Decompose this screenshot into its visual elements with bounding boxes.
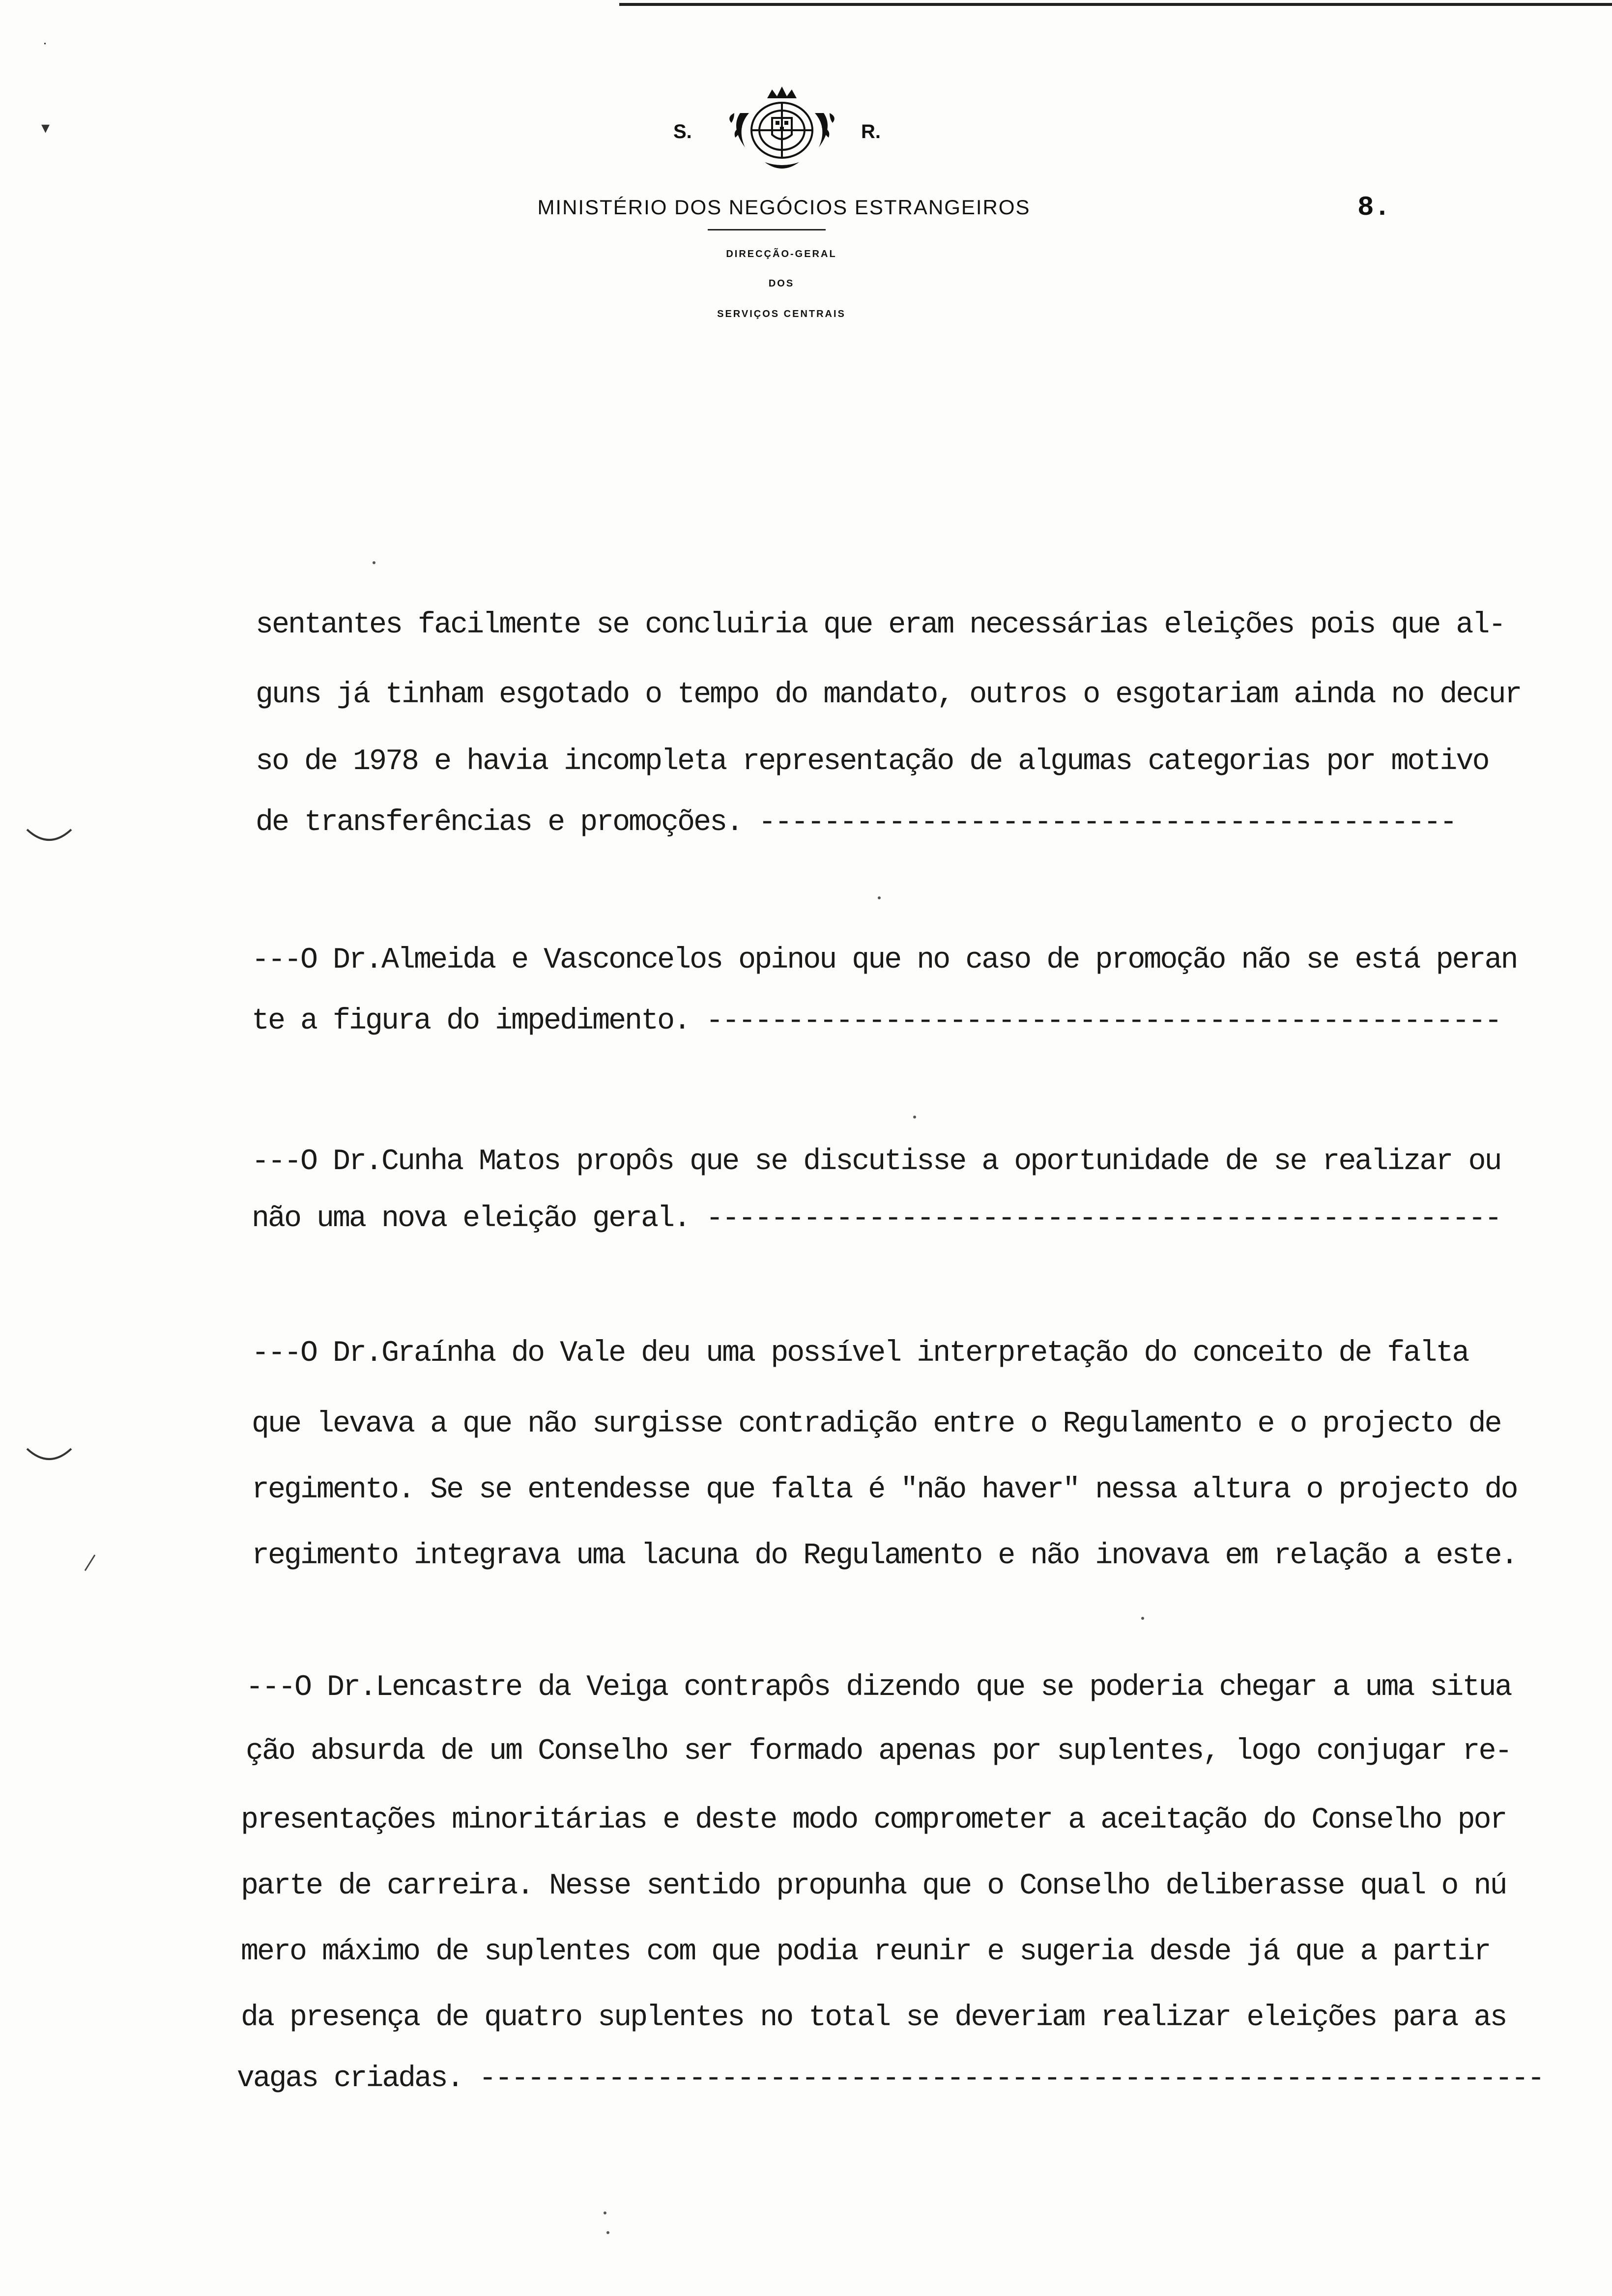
- body-line: que levava a que não surgisse contradição entre o Regulamento e o projecto de: [252, 1407, 1501, 1441]
- body-line: presentações minoritárias e deste modo comprometer a aceitação do Conselho por: [241, 1804, 1506, 1837]
- header-letter-s: S.: [673, 121, 692, 143]
- ministry-title: MINISTÉRIO DOS NEGÓCIOS ESTRANGEIROS: [537, 196, 1031, 219]
- body-line: não uma nova eleição geral. -------------------------------------------------: [252, 1202, 1501, 1235]
- paper-speck: [1141, 1617, 1144, 1620]
- paper-speck: [606, 2231, 609, 2234]
- header-letter-r: R.: [861, 121, 881, 143]
- coat-of-arms-icon: [720, 84, 843, 177]
- body-line: ---O Dr.Lencastre da Veiga contrapôs dizendo que se poderia chegar a uma situa: [246, 1671, 1511, 1704]
- body-line: ção absurda de um Conselho ser formado apenas por suplentes, logo conjugar re-: [246, 1735, 1511, 1768]
- margin-mark: ⸱: [43, 37, 47, 52]
- body-line: regimento. Se se entendesse que falta é "não haver" nessa altura o projecto do: [252, 1473, 1517, 1507]
- body-line: so de 1978 e havia incompleta representação de algumas categorias por motivo: [256, 745, 1489, 778]
- body-line: da presença de quatro suplentes no total se deveriam realizar eleições para as: [241, 2001, 1506, 2035]
- margin-curve: [25, 1445, 74, 1469]
- margin-mark: ▾: [41, 118, 50, 138]
- body-line: vagas criadas. ------------------------------------------------------------------: [237, 2062, 1544, 2095]
- paper-speck: [878, 896, 881, 899]
- body-line: ---O Dr.Cunha Matos propôs que se discutisse a oportunidade de se realizar ou: [252, 1145, 1501, 1178]
- paper-speck: [373, 561, 375, 564]
- ministry-underline: [708, 229, 826, 230]
- body-line: mero máximo de suplentes com que podia reunir e sugeria desde já que a partir: [241, 1935, 1490, 1969]
- margin-curve: [25, 826, 74, 850]
- body-line: ---O Dr.Almeida e Vasconcelos opinou que no caso de promoção não se está peran: [252, 944, 1517, 977]
- directorate-line-3: SERVIÇOS CENTRAIS: [717, 309, 846, 319]
- body-line: te a figura do impedimento. -------------------------------------------------: [252, 1004, 1501, 1038]
- paper-speck: [604, 2211, 606, 2214]
- paper-speck: [913, 1116, 916, 1119]
- directorate-line-1: DIRECÇÃO-GERAL: [726, 249, 837, 259]
- directorate-line-2: DOS: [768, 278, 795, 289]
- body-line: de transferências e promoções. -------------------------------------------: [256, 806, 1456, 839]
- body-line: ---O Dr.Graínha do Vale deu uma possível interpretação do conceito de falta: [252, 1337, 1468, 1370]
- body-line: parte de carreira. Nesse sentido propunha que o Conselho deliberasse qual o nú: [241, 1869, 1506, 1903]
- margin-tick: [83, 1553, 97, 1573]
- body-line: regimento integrava uma lacuna do Regulamento e não inovava em relação a este.: [252, 1539, 1517, 1573]
- body-line: guns já tinham esgotado o tempo do mandato, outros o esgotariam ainda no decur: [256, 678, 1521, 712]
- body-line: sentantes facilmente se concluiria que eram necessárias eleições pois que al-: [256, 608, 1505, 642]
- top-edge-rule: [619, 3, 1612, 6]
- page-number: 8.: [1357, 192, 1391, 223]
